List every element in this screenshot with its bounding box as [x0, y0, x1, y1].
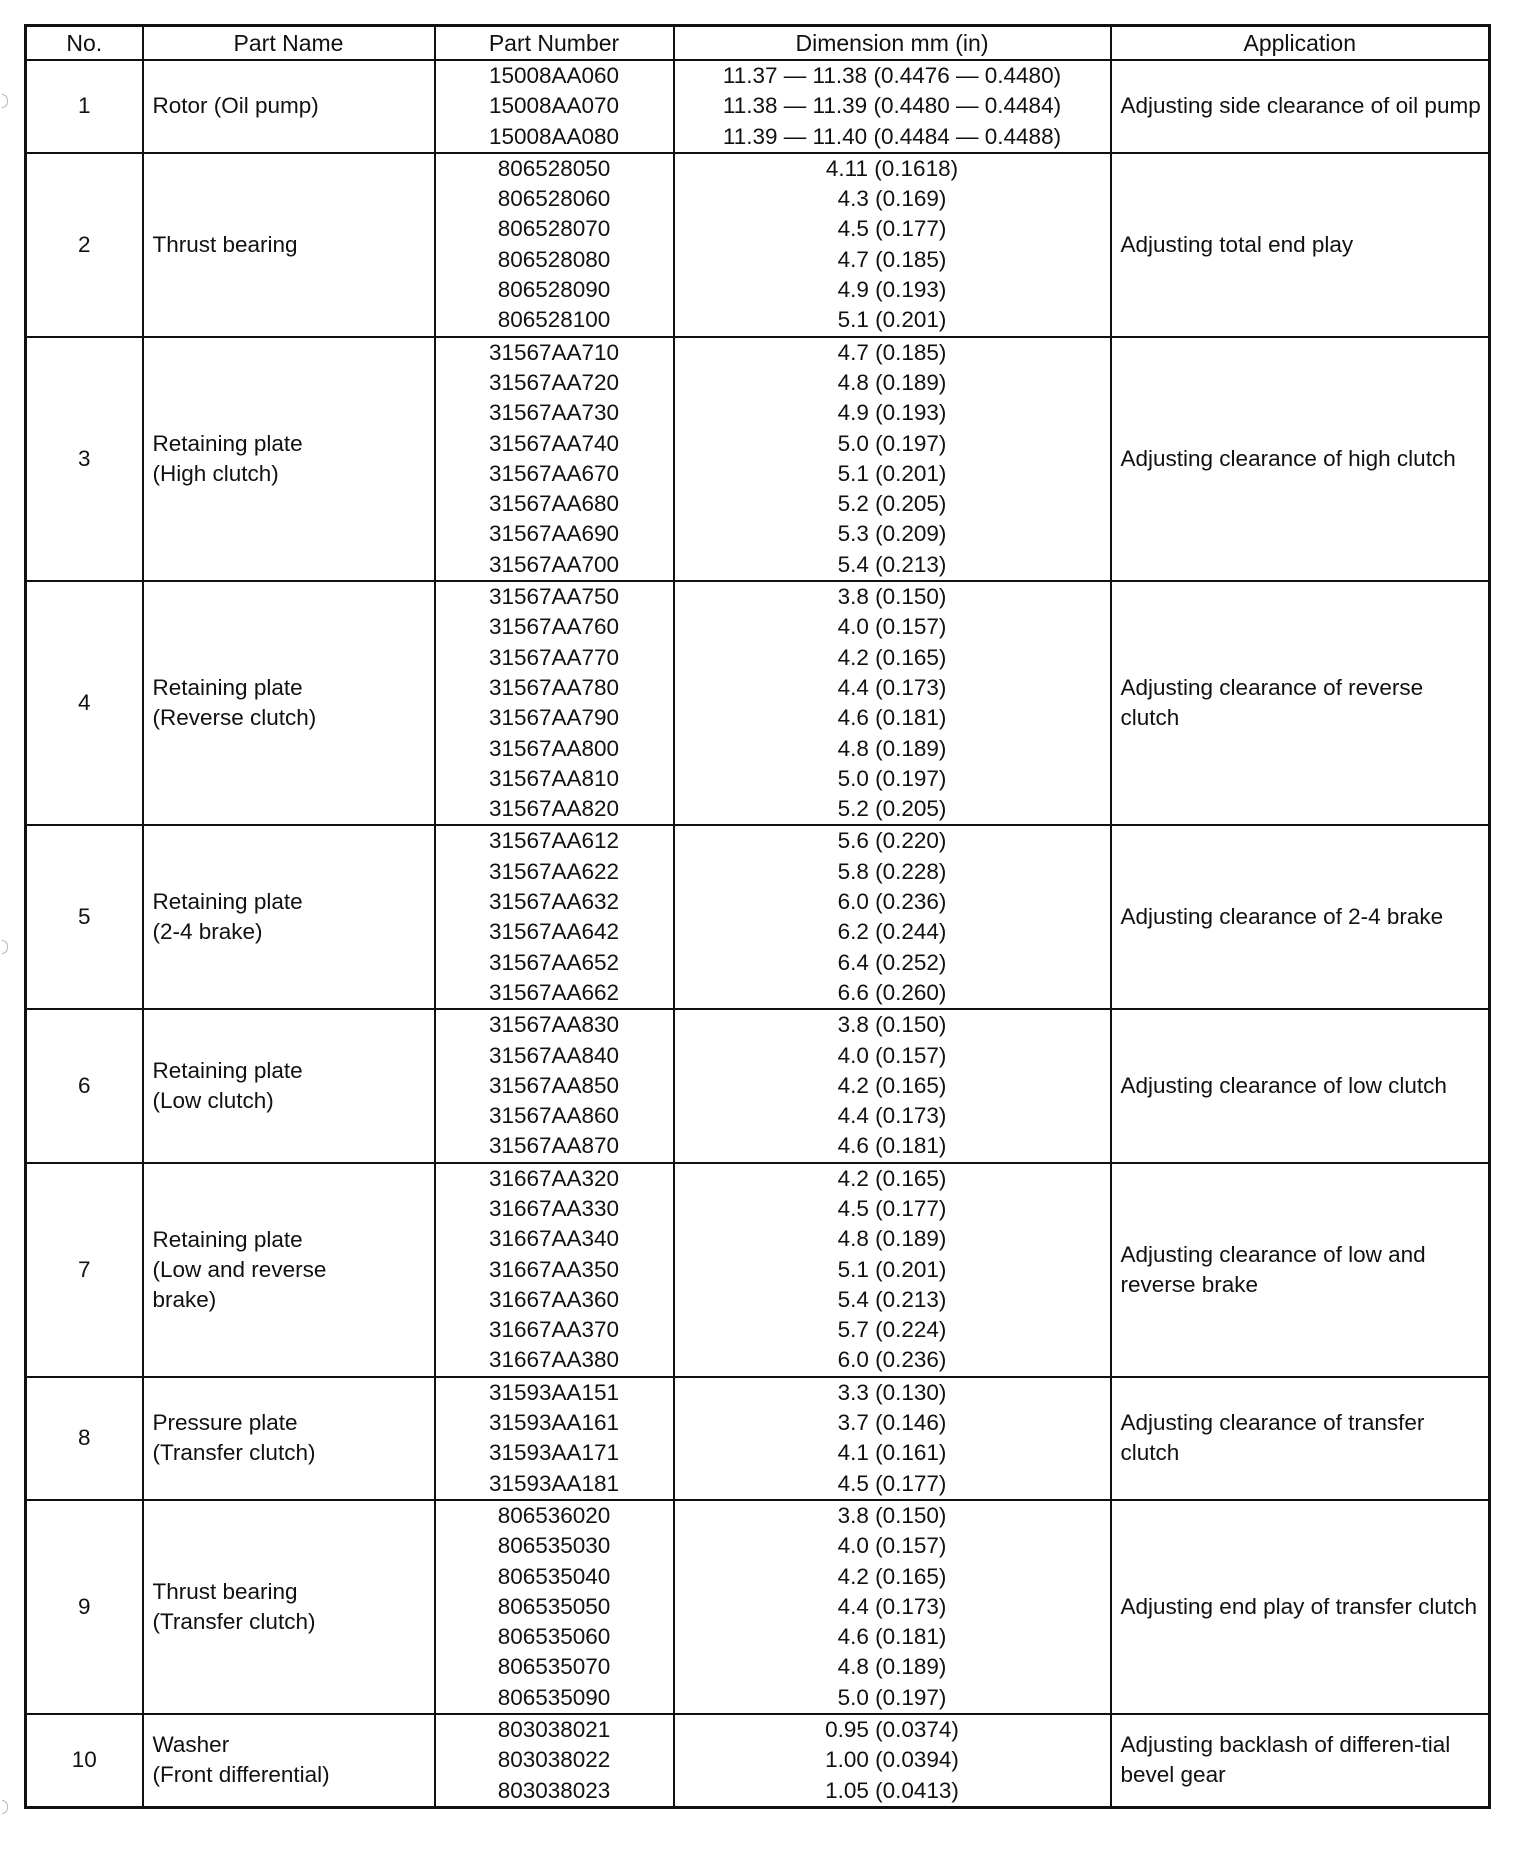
- part-number-cell: [435, 581, 674, 825]
- part-number: 31567AA622: [488, 858, 620, 884]
- dimension-cell: [674, 153, 1111, 337]
- table-row: [26, 581, 1490, 825]
- part-number: 31593AA171: [488, 1440, 620, 1466]
- row-number: 10: [26, 1714, 143, 1807]
- header-dimension: Dimension mm (in): [674, 26, 1111, 61]
- part-number-cell: [435, 1009, 674, 1162]
- row-number: 9: [26, 1500, 143, 1714]
- application-cell: [1111, 1500, 1490, 1714]
- part-name-cell: [143, 153, 435, 337]
- dimension-cell: [674, 1377, 1111, 1500]
- dimension-value: 6.4 (0.252): [837, 949, 947, 975]
- part-name-cell: [143, 1377, 435, 1500]
- dimension-value: 4.2 (0.165): [837, 1072, 947, 1098]
- part-name-cell: [143, 1009, 435, 1162]
- application-text: Adjusting clearance of low and reverse brake: [1120, 1241, 1426, 1297]
- row-number: 3: [26, 337, 143, 581]
- header-application: Application: [1111, 26, 1490, 61]
- part-number: 31593AA151: [488, 1379, 620, 1405]
- dimension-value: 4.6 (0.181): [837, 705, 947, 731]
- part-name-cell: [143, 825, 435, 1009]
- table-row: [26, 1500, 1490, 1714]
- dimension-value: 5.8 (0.228): [837, 858, 947, 884]
- part-name-cell: [143, 337, 435, 581]
- part-number: 31567AA800: [488, 735, 620, 761]
- dimension-value: 6.0 (0.236): [837, 889, 947, 915]
- part-name-line: Retaining plate: [152, 430, 303, 456]
- part-number: 31667AA350: [488, 1256, 620, 1282]
- part-number: 31567AA850: [488, 1072, 620, 1098]
- row-number: 6: [26, 1009, 143, 1162]
- part-number: 31567AA810: [488, 765, 620, 791]
- part-number: 806535040: [497, 1563, 611, 1589]
- application-cell: [1111, 153, 1490, 337]
- part-number: 806528070: [497, 216, 611, 242]
- dimension-value: 4.1 (0.161): [837, 1440, 947, 1466]
- part-number: 31567AA730: [488, 400, 620, 426]
- application-text: Adjusting clearance of low clutch: [1120, 1072, 1447, 1098]
- dimension-value: 5.1 (0.201): [837, 460, 947, 486]
- part-number: 31567AA830: [488, 1012, 620, 1038]
- application-text: Adjusting total end play: [1120, 231, 1354, 257]
- part-number: 806535060: [497, 1624, 611, 1650]
- dimension-value: 4.0 (0.157): [837, 1533, 947, 1559]
- part-number-cell: [435, 1714, 674, 1807]
- part-name-line: (Transfer clutch): [152, 1608, 316, 1634]
- part-number: 803038022: [497, 1747, 611, 1773]
- table-body: [26, 60, 1490, 1807]
- part-number-cell: [435, 1377, 674, 1500]
- dimension-value: 5.1 (0.201): [837, 307, 947, 333]
- part-number: 31593AA181: [488, 1470, 620, 1496]
- row-number: 5: [26, 825, 143, 1009]
- dimension-value: 3.8 (0.150): [837, 584, 947, 610]
- part-name-line: (Low and reverse: [152, 1256, 327, 1282]
- part-name-cell: [143, 1714, 435, 1807]
- table-row: [26, 825, 1490, 1009]
- part-name-line: (Low clutch): [152, 1087, 274, 1113]
- dimension-value: 4.2 (0.165): [837, 1563, 947, 1589]
- scan-mark: [2, 940, 8, 954]
- dimension-value: 4.6 (0.181): [837, 1133, 947, 1159]
- dimension-value: 5.3 (0.209): [837, 521, 947, 547]
- part-number: 806528080: [497, 246, 611, 272]
- dimension-cell: [674, 581, 1111, 825]
- part-name-line: Retaining plate: [152, 1226, 303, 1252]
- part-name-line: Thrust bearing: [152, 231, 298, 257]
- table-row: [26, 1009, 1490, 1162]
- part-number-cell: [435, 337, 674, 581]
- part-number: 31567AA790: [488, 705, 620, 731]
- parts-table: [24, 24, 1491, 1809]
- dimension-value: 1.05 (0.0413): [825, 1777, 959, 1803]
- dimension-value: 4.0 (0.157): [837, 1042, 947, 1068]
- part-name-line: (Reverse clutch): [152, 705, 317, 731]
- dimension-value: 4.8 (0.189): [837, 369, 947, 395]
- part-number: 15008AA080: [488, 123, 620, 149]
- dimension-value: 4.5 (0.177): [837, 1195, 947, 1221]
- part-number: 806535090: [497, 1684, 611, 1710]
- application-cell: [1111, 1163, 1490, 1377]
- dimension-value: 4.3 (0.169): [837, 186, 947, 212]
- part-name-line: Retaining plate: [152, 1057, 303, 1083]
- dimension-value: 4.0 (0.157): [837, 614, 947, 640]
- dimension-value: 4.4 (0.173): [837, 674, 947, 700]
- part-name-line: Washer: [152, 1732, 230, 1758]
- application-cell: [1111, 1377, 1490, 1500]
- dimension-value: 4.11 (0.1618): [825, 155, 959, 181]
- application-cell: [1111, 1009, 1490, 1162]
- part-name-line: (Transfer clutch): [152, 1440, 316, 1466]
- dimension-value: 4.2 (0.165): [837, 644, 947, 670]
- part-number: 803038021: [497, 1717, 611, 1743]
- part-number: 31567AA780: [488, 674, 620, 700]
- dimension-cell: [674, 1714, 1111, 1807]
- dimension-value: 3.7 (0.146): [837, 1410, 947, 1436]
- dimension-value: 3.3 (0.130): [837, 1379, 947, 1405]
- part-name-line: (2-4 brake): [152, 919, 263, 945]
- dimension-value: 4.8 (0.189): [837, 1226, 947, 1252]
- application-text: Adjusting clearance of high clutch: [1120, 445, 1456, 471]
- dimension-value: 11.37 — 11.38 (0.4476 — 0.4480): [722, 63, 1062, 88]
- part-name-line: (Front differential): [152, 1762, 330, 1788]
- part-number: 31667AA340: [488, 1226, 620, 1252]
- part-number: 31667AA360: [488, 1286, 620, 1312]
- dimension-value: 4.4 (0.173): [837, 1593, 947, 1619]
- row-number: 7: [26, 1163, 143, 1377]
- dimension-value: 1.00 (0.0394): [825, 1747, 959, 1773]
- part-number: 31567AA820: [488, 796, 620, 822]
- header-row: [26, 26, 1490, 61]
- part-number: 31667AA370: [488, 1317, 620, 1343]
- dimension-value: 3.8 (0.150): [837, 1502, 947, 1528]
- scan-mark: [2, 1800, 8, 1814]
- dimension-value: 11.38 — 11.39 (0.4480 — 0.4484): [722, 93, 1062, 119]
- application-text: Adjusting clearance of transfer clutch: [1120, 1410, 1425, 1466]
- part-number: 806528060: [497, 186, 611, 212]
- part-number: 31667AA320: [488, 1165, 620, 1191]
- header-part-number: Part Number: [435, 26, 674, 61]
- row-number: 4: [26, 581, 143, 825]
- dimension-value: 4.5 (0.177): [837, 216, 947, 242]
- application-cell: [1111, 581, 1490, 825]
- application-text: Adjusting side clearance of oil pump: [1120, 93, 1481, 119]
- dimension-value: 6.0 (0.236): [837, 1347, 947, 1373]
- part-name-cell: [143, 1500, 435, 1714]
- dimension-cell: [674, 337, 1111, 581]
- dimension-value: 6.6 (0.260): [837, 979, 947, 1005]
- part-number: 31567AA740: [488, 430, 620, 456]
- part-number: 806535050: [497, 1593, 611, 1619]
- dimension-value: 4.7 (0.185): [837, 246, 947, 272]
- part-number: 31567AA662: [488, 979, 620, 1005]
- part-name-line: Retaining plate: [152, 675, 303, 701]
- dimension-value: 4.5 (0.177): [837, 1470, 947, 1496]
- part-name-line: Rotor (Oil pump): [152, 93, 319, 119]
- part-number-cell: [435, 1163, 674, 1377]
- dimension-value: 4.9 (0.193): [837, 400, 947, 426]
- part-number: 31567AA632: [488, 889, 620, 915]
- part-number: 806535070: [497, 1654, 611, 1680]
- part-number-cell: [435, 60, 674, 153]
- dimension-cell: [674, 1163, 1111, 1377]
- part-number: 31593AA161: [488, 1410, 620, 1436]
- application-cell: [1111, 825, 1490, 1009]
- application-cell: [1111, 1714, 1490, 1807]
- part-number: 806535030: [497, 1533, 611, 1559]
- dimension-value: 4.7 (0.185): [837, 339, 947, 365]
- dimension-value: 4.8 (0.189): [837, 1654, 947, 1680]
- part-number: 15008AA060: [488, 63, 620, 88]
- part-number: 31567AA680: [488, 491, 620, 517]
- part-number: 806536020: [497, 1502, 611, 1528]
- part-number: 31667AA380: [488, 1347, 620, 1373]
- row-number: 2: [26, 153, 143, 337]
- table-row: [26, 1163, 1490, 1377]
- dimension-cell: [674, 825, 1111, 1009]
- part-number: 31567AA642: [488, 919, 620, 945]
- dimension-value: 5.2 (0.205): [837, 491, 947, 517]
- part-number: 31567AA700: [488, 551, 620, 577]
- dimension-value: 4.2 (0.165): [837, 1165, 947, 1191]
- dimension-value: 5.0 (0.197): [837, 1684, 947, 1710]
- part-number: 806528100: [497, 307, 611, 333]
- part-name-line: (High clutch): [152, 460, 279, 486]
- dimension-cell: [674, 1500, 1111, 1714]
- dimension-value: 6.2 (0.244): [837, 919, 947, 945]
- dimension-value: 5.1 (0.201): [837, 1256, 947, 1282]
- part-name-line: Thrust bearing: [152, 1578, 298, 1604]
- part-name-line: Retaining plate: [152, 889, 303, 915]
- table-row: [26, 60, 1490, 153]
- part-number: 31567AA652: [488, 949, 620, 975]
- table-row: [26, 153, 1490, 337]
- part-number: 15008AA070: [488, 93, 620, 119]
- dimension-cell: [674, 1009, 1111, 1162]
- part-number: 31567AA870: [488, 1133, 620, 1159]
- part-number: 31567AA760: [488, 614, 620, 640]
- application-text: Adjusting clearance of reverse clutch: [1120, 675, 1424, 731]
- part-name-cell: [143, 581, 435, 825]
- table-row: [26, 337, 1490, 581]
- part-number: 31567AA710: [488, 339, 620, 365]
- table-row: [26, 1714, 1490, 1807]
- dimension-value: 0.95 (0.0374): [825, 1717, 959, 1743]
- dimension-value: 4.4 (0.173): [837, 1103, 947, 1129]
- part-number: 31567AA860: [488, 1103, 620, 1129]
- part-number-cell: [435, 1500, 674, 1714]
- dimension-value: 5.2 (0.205): [837, 796, 947, 822]
- header-part-name: Part Name: [143, 26, 435, 61]
- scan-mark: [2, 94, 8, 108]
- part-number: 31567AA612: [488, 828, 620, 854]
- part-number: 31567AA690: [488, 521, 620, 547]
- row-number: 1: [26, 60, 143, 153]
- dimension-value: 5.4 (0.213): [837, 1286, 947, 1312]
- dimension-cell: [674, 60, 1111, 153]
- dimension-value: 4.8 (0.189): [837, 735, 947, 761]
- part-name-cell: [143, 60, 435, 153]
- part-number: 31567AA770: [488, 644, 620, 670]
- part-number: 31567AA720: [488, 369, 620, 395]
- part-number: 31567AA750: [488, 584, 620, 610]
- application-text: Adjusting backlash of differen-tial bevel gear: [1120, 1732, 1451, 1788]
- table-header: [26, 26, 1490, 61]
- part-number-cell: [435, 153, 674, 337]
- dimension-value: 5.6 (0.220): [837, 828, 947, 854]
- dimension-value: 5.0 (0.197): [837, 430, 947, 456]
- dimension-value: 5.7 (0.224): [837, 1317, 947, 1343]
- application-cell: [1111, 60, 1490, 153]
- header-no: No.: [26, 26, 143, 61]
- part-name-cell: [143, 1163, 435, 1377]
- part-number: 31567AA670: [488, 460, 620, 486]
- part-name-line: Pressure plate: [152, 1410, 298, 1436]
- dimension-value: 4.9 (0.193): [837, 277, 947, 303]
- application-text: Adjusting clearance of 2-4 brake: [1120, 904, 1444, 930]
- part-number: 803038023: [497, 1777, 611, 1803]
- dimension-value: 4.6 (0.181): [837, 1624, 947, 1650]
- part-name-line: brake): [152, 1286, 217, 1312]
- dimension-value: 5.4 (0.213): [837, 551, 947, 577]
- dimension-value: 5.0 (0.197): [837, 765, 947, 791]
- part-number: 806528090: [497, 277, 611, 303]
- row-number: 8: [26, 1377, 143, 1500]
- part-number-cell: [435, 825, 674, 1009]
- dimension-value: 3.8 (0.150): [837, 1012, 947, 1038]
- part-number: 31667AA330: [488, 1195, 620, 1221]
- table-row: [26, 1377, 1490, 1500]
- dimension-value: 11.39 — 11.40 (0.4484 — 0.4488): [722, 123, 1062, 149]
- part-number: 806528050: [497, 155, 611, 181]
- part-number: 31567AA840: [488, 1042, 620, 1068]
- application-cell: [1111, 337, 1490, 581]
- application-text: Adjusting end play of transfer clutch: [1120, 1593, 1477, 1619]
